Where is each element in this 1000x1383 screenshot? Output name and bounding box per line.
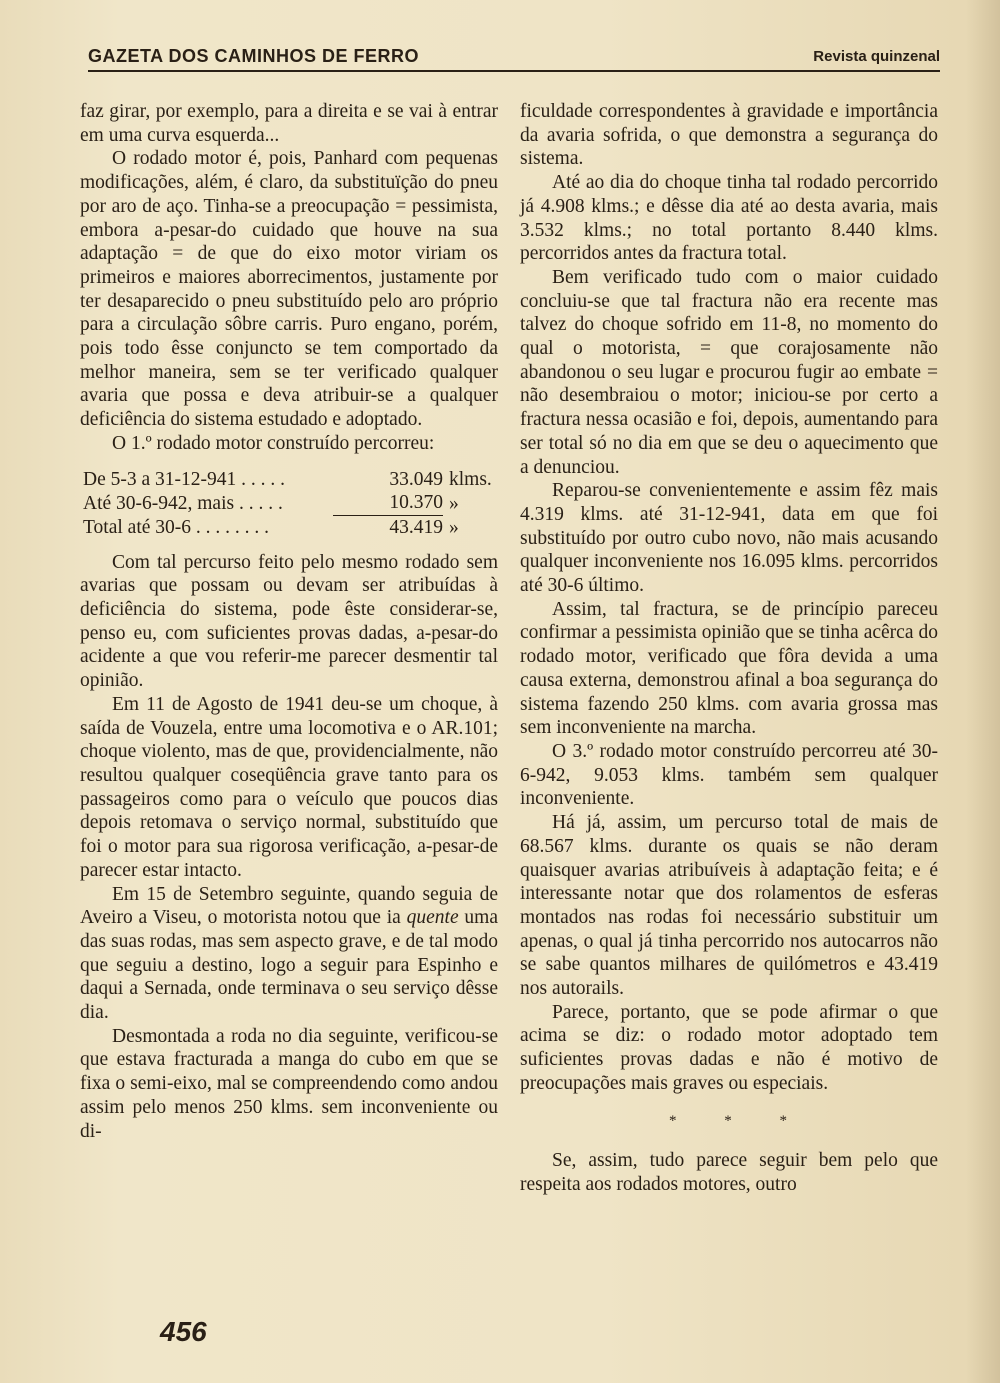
paragraph: Há já, assim, um percurso total de mais de 68.567 klms. durante os quais se não deram quaisquer avarias atribuíveis à adaptação feita; e é interessante notar que dos rolamentos de esferas montados nas rodas foi necessário substituir um apenas, o qual já tinha percorrido nos autocarros não se sabe quantos milhares de quilómetros e 43.419 nos autorails. bbox=[520, 812, 938, 1000]
table-cell-label: Total até 30-6 . . . . . . . . bbox=[83, 516, 270, 538]
right-column bbox=[520, 100, 938, 1197]
table-row bbox=[83, 491, 493, 515]
paragraph: faz girar, por exemplo, para a direita e se vai à entrar em uma curva esquerda... bbox=[80, 101, 498, 146]
paragraph: O 1.º rodado motor construído percorreu: bbox=[112, 432, 435, 454]
table-cell-value: 33.049 bbox=[389, 468, 443, 490]
paragraph: Bem verificado tudo com o maior cuidado concluiu-se que tal fractura não era recente mas talvez do choque sofrido em 11-8, no momento do qual o motorista, = que corajosamente não abandonou o seu lugar e procurou fugir ao embate = não desembraiou o motor; iniciou-se por certo a fractura nessa ocasião e foi, depois, aumentando para ser total só no dia em que se deu o aquecimento que a denunciou. bbox=[520, 266, 938, 478]
table-cell-label: De 5-3 a 31-12-941 . . . . . bbox=[83, 468, 285, 490]
table-row bbox=[83, 515, 493, 539]
paragraph: Parece, portanto, que se pode afirmar o que acima se diz: o rodado motor adoptado tem suficientes provas dadas e não é motivo de preocupações mais graves ou especiais. bbox=[520, 1001, 938, 1094]
paragraph bbox=[80, 883, 498, 1025]
text-run: uma das suas rodas, mas sem aspecto grave, e de tal modo que seguiu a destino, logo a seguir para Espinho e daqui a Sernada, onde terminava o seu serviço dêsse dia. bbox=[80, 907, 498, 1024]
left-column bbox=[80, 100, 498, 1143]
emphasis-text: quente bbox=[406, 907, 459, 929]
table-cell-label: Até 30-6-942, mais . . . . . bbox=[83, 492, 283, 514]
paragraph: O 3.º rodado motor construído percorreu até 30-6-942, 9.053 klms. também sem qualquer inconveniente. bbox=[520, 740, 938, 810]
paragraph: Até ao dia do choque tinha tal rodado percorrido já 4.908 klms.; e dêsse dia até ao desta avaria, mais 3.532 klms.; no total portanto 8.440 klms. percorridos antes da fractura total. bbox=[520, 172, 938, 265]
journal-title: GAZETA DOS CAMINHOS DE FERRO bbox=[88, 46, 420, 66]
page-number: 456 bbox=[160, 1316, 207, 1347]
text-run: Em 15 de Setembro seguinte, quando seguia de Aveiro a Viseu, o motorista notou que ia bbox=[80, 883, 498, 929]
paragraph: Se, assim, tudo parece seguir bem pelo que respeita aos rodados motores, outro bbox=[520, 1150, 938, 1195]
mileage-table bbox=[83, 468, 493, 540]
running-header bbox=[88, 44, 940, 72]
paragraph: Com tal percurso feito pelo mesmo rodado sem avarias que possam ou devam ser atribuídas à deficiência do sistema, pode êste considerar-se, penso eu, com suficientes provas dadas, a-pesar-do acidente a que vou referir-me parecer desmentir tal opinião. bbox=[80, 551, 498, 692]
paragraph: Reparou-se convenientemente e assim fêz mais 4.319 klms. até 31-12-941, data em que foi substituído por outro cubo novo, não mais acusando qualquer inconveniente nos 16.095 klms. percorridos até 30-6 último. bbox=[520, 480, 938, 597]
paragraph: ficuldade correspondentes à gravidade e importância da avaria sofrida, o que demonstra a segurança do sistema. bbox=[520, 101, 938, 170]
table-cell-unit: » bbox=[449, 492, 459, 514]
journal-subtitle: Revista quinzenal bbox=[813, 48, 940, 65]
table-cell-unit: » bbox=[449, 516, 459, 538]
paragraph: Assim, tal fractura, se de princípio pareceu confirmar a pessimista opinião que se tinha acêrca do rodado motor, verificado que fôra devida a uma causa externa, demonstrou afinal a boa segurança do sistema fazendo 250 klms. com avaria grossa mas sem inconveniente na marcha. bbox=[520, 598, 938, 739]
table-cell-unit: klms. bbox=[449, 468, 492, 490]
section-separator: * * * bbox=[669, 1112, 809, 1129]
paragraph: Em 11 de Agosto de 1941 deu-se um choque, à saída de Vouzela, entre uma locomotiva e o AR.101; choque violento, mas de que, providencialmente, não resultou qualquer coseqüência grave tanto para os passageiros como para o veículo que poucos dias depois retomava o serviço normal, substituído que foi o motor para sua rigorosa verificação, a-pesar-de parecer estar intacto. bbox=[80, 693, 498, 881]
table-cell-value: 10.370 bbox=[333, 491, 443, 515]
paragraph: O rodado motor é, pois, Panhard com pequenas modificações, além, é claro, da substituïção do pneu por aro de aço. Tinha-se a preocupação = pessimista, embora a-pesar-do cuidado que houve na sua adaptação = de que do eixo motor viriam os primeiros e maiores aborrecimentos, justamente por ter desaparecido o pneu substituído pelo aro próprio para a circulação sôbre carris. Puro engano, porém, pois todo êsse conjuncto se tem comportado da melhor maneira, sem se ter verificado qualquer avaria que possa e deva atribuir-se a qualquer deficiência do sistema estudado e adoptado. bbox=[80, 148, 498, 431]
paragraph: Desmontada a roda no dia seguinte, verificou-se que estava fracturada a manga do cubo em que se fixa o semi-eixo, mal se compreendendo como andou assim pelo menos 250 klms. sem inconveniente ou di- bbox=[80, 1025, 498, 1142]
table-cell-value: 43.419 bbox=[389, 516, 443, 538]
table-row bbox=[83, 468, 493, 492]
